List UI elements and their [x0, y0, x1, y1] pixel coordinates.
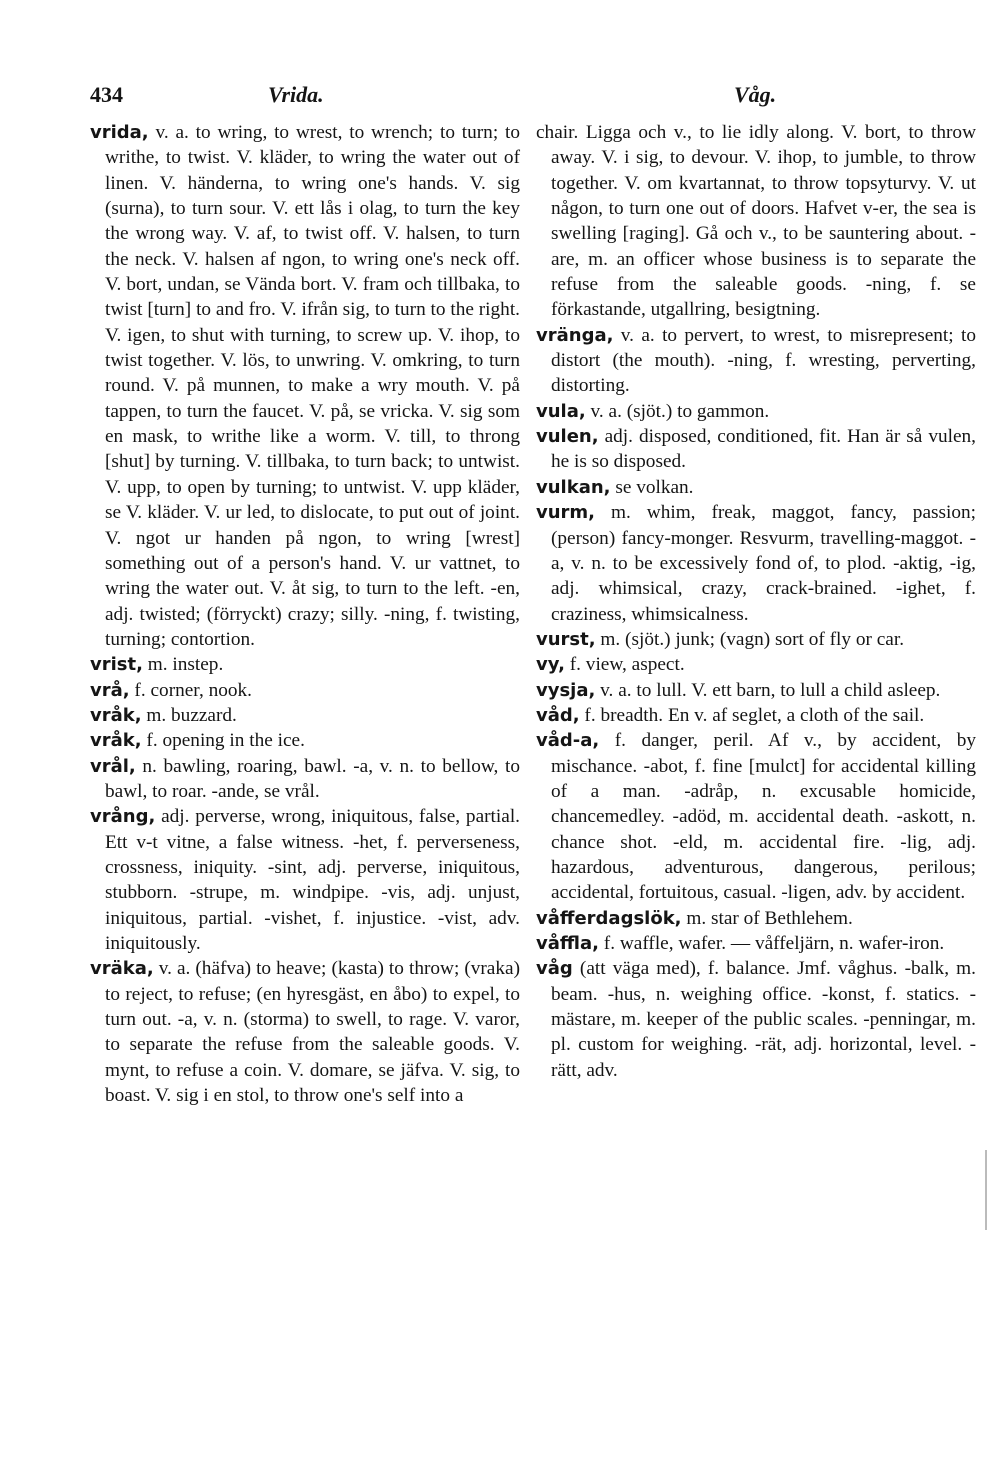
definition: adj. perverse, wrong, iniquitous, false, partial. Ett v-t vitne, a false witness. -het, f. perverseness, crossness, iniquity. -sint, adj. perverse, iniquitous, stubborn. -strupe, m. windpipe. -vis, adj. unjust, iniquitous, partial. -vishet, f. injustice. -vist, adv. iniquitously.	[105, 806, 520, 954]
definition: f. danger, peril. Af v., by accident, by mischance. -abot, f. fine [mulct] for accidental killing of a man. -adråp, n. excusable homicide, chancemedley. -adöd, m. accidental death. -askott, n. chance shot. -eld, m. accidental fire. -lig, adj. hazardous, adventurous, dangerous, perilous; accidental, fortuitous, casual. -ligen, adv. by accident.	[551, 730, 976, 904]
entry-vrak-ice	[90, 728, 520, 753]
entry-vurst	[536, 627, 976, 652]
definition: v. a. to pervert, to wrest, to misrepresent; to distort (the mouth). -ning, f. wresting, perverting, distorting.	[551, 324, 976, 397]
entry-vaffla	[536, 931, 976, 956]
headword: våd-a,	[536, 730, 600, 752]
headword: vysja,	[536, 679, 596, 701]
definition: f. opening in the ice.	[141, 730, 305, 752]
headword: våffla,	[536, 933, 599, 954]
definition: v. a. to lull. V. ett barn, to lull a child asleep.	[595, 679, 941, 701]
headword: vurm,	[536, 502, 596, 524]
entry-vy	[536, 652, 976, 677]
entry-vula	[536, 399, 976, 424]
page-number: 434	[90, 82, 123, 107]
definition: se volkan.	[610, 476, 694, 498]
entry-vrang	[90, 804, 520, 956]
headword: våd,	[536, 704, 580, 726]
headword: vrida,	[90, 122, 149, 143]
entry-vral	[90, 754, 520, 805]
entry-vulen	[536, 424, 976, 475]
definition: adj. disposed, conditioned, fit. Han är så vulen, he is so disposed.	[551, 426, 976, 473]
definition: m. whim, freak, maggot, fancy, passion; (person) fancy-monger. Resvurm, travelling-maggot. -a, v. n. to be excessively fond of, to plod. -aktig, -ig, adj. whimsical, crazy, crack-brained. -ighet, f. craziness, whimsicalness.	[551, 502, 976, 625]
right-guide-word: Våg.	[734, 82, 777, 107]
left-column	[90, 120, 520, 1108]
entry-vada	[536, 728, 976, 905]
definition: f. breadth. En v. af seglet, a cloth of the sail.	[579, 704, 925, 726]
definition: v. a. (sjöt.) to gammon.	[585, 400, 770, 422]
entry-vag	[536, 956, 976, 1083]
entry-vrak-buzzard	[90, 703, 520, 728]
headword: vrång,	[90, 806, 156, 828]
definition: f. corner, nook.	[129, 679, 252, 701]
entry-vranga	[536, 323, 976, 399]
headword: vråk,	[90, 704, 142, 726]
headword: våfferdagslök,	[536, 907, 682, 929]
entry-vysja	[536, 678, 976, 703]
entry-vrida	[90, 120, 520, 652]
entry-vafferdagslok	[536, 906, 976, 931]
definition: (att väga med), f. balance. Jmf. våghus. -balk, m. beam. -hus, n. weighing office. -konst, f. statics. -mästare, m. keeper of the public scales. -penningar, m. pl. custom for weighing. -rät, adj. horizontal, level. -rätt, adv.	[551, 958, 976, 1081]
entry-vra	[90, 678, 520, 703]
headword: vulkan,	[536, 476, 611, 498]
definition: f. waffle, wafer. — våffeljärn, n. wafer-iron.	[598, 933, 945, 954]
headword: vräka,	[90, 958, 154, 980]
left-guide-word: Vrida.	[268, 82, 324, 107]
entry-vulkan	[536, 475, 976, 500]
definition: f. view, aspect.	[564, 654, 685, 676]
entry-vad	[536, 703, 976, 728]
margin-rule	[985, 1150, 987, 1230]
definition: v. a. (häfva) to heave; (kasta) to throw; (vraka) to reject, to refuse; (en hyresgäst, en åbo) to expel, to turn out. -a, v. n. (storma) to swell, to rage. V. varor, to separate the refuse from the saleable goods. V. mynt, to refuse a coin. V. domare, se jäfva. V. sig, to boast. V. sig i en stol, to throw one's self into a	[105, 958, 520, 1107]
headword: vrål,	[90, 755, 136, 777]
definition: v. a. to wring, to wrest, to wrench; to turn; to writhe, to twist. V. kläder, to wring the water out of linen. V. händerna, to wring one's hands. V. sig (surna), to turn sour. V. ett lås i olag, to turn the key the wrong way. V. af, to twist off. V. halsen, to turn the neck. V. halsen af ngon, to wring one's neck off. V. bort, undan, se Vända bort. V. fram och tillbaka, to twist [turn] to and fro. V. ifrån sig, to turn to the right. V. igen, to shut with turning, to screw up. V. ihop, to twist together. V. lös, to unwring. V. omkring, to turn round. V. på munnen, to make a wry mouth. V. på tappen, to turn the faucet. V. på, se vricka. V. sig som en mask, to writhe like a worm. V. till, to throng [shut] by turning. V. tillbaka, to turn back; to untwist. V. upp, to open by turning; to untwist. V. upp kläder, se V. kläder. V. ur led, to dislocate, to put out of joint. V. ngot ur handen på ngon, to wring [wrest] something out of a person's hand. V. ur vattnet, to wring the water out. V. åt sig, to turn to the left. -en, adj. twisted; (förryckt) crazy; silly. -ning, f. twisting, turning; contortion.	[105, 122, 520, 650]
page-header	[90, 82, 976, 116]
headword: vy,	[536, 654, 565, 676]
headword: vränga,	[536, 324, 614, 346]
entry-vraka	[90, 956, 520, 1108]
right-column	[536, 120, 976, 1083]
headword: vrist,	[90, 654, 143, 676]
entry-vurm	[536, 500, 976, 627]
headword: vula,	[536, 400, 586, 422]
entry-vrist	[90, 652, 520, 677]
definition: m. star of Bethlehem.	[681, 907, 853, 929]
headword: våg	[536, 958, 573, 980]
headword: vrå,	[90, 679, 130, 701]
definition: m. buzzard.	[141, 704, 237, 726]
definition: m. (sjöt.) junk; (vagn) sort of fly or car.	[595, 628, 905, 650]
headword: vulen,	[536, 426, 599, 448]
definition: n. bawling, roaring, bawl. -a, v. n. to bellow, to bawl, to roar. -ande, se vrål.	[105, 755, 520, 802]
headword: vurst,	[536, 628, 596, 650]
headword: vråk,	[90, 730, 142, 752]
definition: chair. Ligga och v., to lie idly along. V. bort, to throw away. V. i sig, to devour. V. ihop, to jumble, to throw together. V. om kvartannat, to throw topsyturvy. V. ut någon, to turn one out of doors. Hafvet v-er, the sea is swelling [raging]. Gå och v., to be sauntering about. -are, m. an officer whose business is to separate the refuse from the saleable goods. -ning, f. se förkastande, utgallring, besigtning.	[536, 122, 976, 321]
entry-vraka-continued	[536, 120, 976, 323]
definition: m. instep.	[142, 654, 224, 676]
